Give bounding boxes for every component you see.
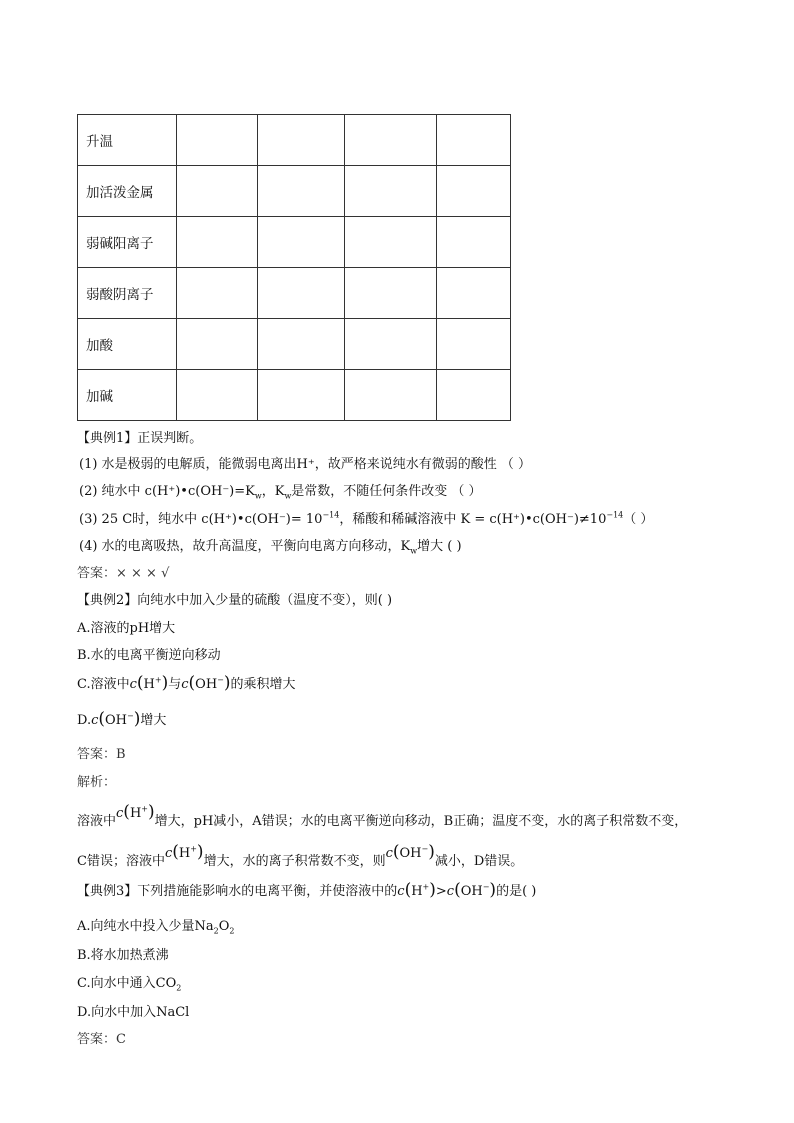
example2-option-a: A.溶液的pH增大 [77, 621, 176, 636]
example2-analysis-line2: C错误；溶液中c(H+)增大，水的离子积常数不变，则c(OH−)减小，D错误。 [77, 842, 524, 869]
row-label: 加酸 [78, 319, 177, 370]
table-row [78, 166, 511, 217]
example2-title: 【典例2】向纯水中加入少量的硫酸（温度不变），则( ) [77, 593, 393, 608]
table-row [78, 268, 511, 319]
row-label: 升温 [78, 115, 177, 166]
example2-option-b: B.水的电离平衡逆向移动 [77, 648, 221, 663]
ionization-table [77, 114, 511, 421]
example2-analysis-label: 解析： [77, 775, 117, 790]
example3-option-c: C.向水中通入$CO_2$ [77, 976, 182, 993]
table-row [78, 319, 511, 370]
example2-analysis-line1: 溶液中c(H+)增大，pH减小，A错误；水的电离平衡逆向移动，B正确；温度不变，水的离子积常数不变， [77, 802, 688, 829]
example3-option-b: B.将水加热煮沸 [77, 948, 169, 963]
example3-answer: 答案：C [77, 1032, 126, 1047]
example3-option-a: A.向纯水中投入少量$Na_2O_2$ [77, 919, 235, 936]
example1-q3: (3) 25 C时，纯水中 c(H⁺)•c(OH⁻)= $10^{-14}$，稀酸和稀碱溶液中 $K = c(H^+)•c(OH^-)\ne 10^{-14}$（ ） [79, 510, 654, 527]
example1-title: 【典例1】正误判断。 [77, 431, 203, 446]
example1-q1: (1) 水是极弱的电解质，能微弱电离出H⁺，故严格来说纯水有微弱的酸性 （ ） [79, 457, 532, 472]
row-label: 弱酸阴离子 [78, 268, 177, 319]
row-label: 加活泼金属 [78, 166, 177, 217]
example2-option-d: D.c(OH−)增大 [77, 709, 167, 729]
table-row [78, 217, 511, 268]
example1-q2: (2) 纯水中 $c(H^+)•c(OH^-)=K_w$，$K_w$是常数，不随任何条件改变 （ ） [79, 484, 482, 501]
example1-q4: (4) 水的电离吸热，故升高温度，平衡向电离方向移动，$K_w$增大 ( ) [79, 539, 462, 556]
example3-option-d: D.向水中加入NaCl [77, 1005, 190, 1020]
example1-answer: 答案：× × × √ [77, 566, 170, 581]
table-row [78, 115, 511, 166]
example3-title: 【典例3】下列措施能影响水的电离平衡，并使溶液中的c(H+)>c(OH−)的是( ) [77, 880, 537, 900]
example2-answer: 答案：B [77, 747, 126, 762]
row-label: 弱碱阳离子 [78, 217, 177, 268]
example2-option-c: C.溶液中c(H+)与c(OH−)的乘积增大 [77, 673, 296, 693]
row-label: 加碱 [78, 370, 177, 421]
table-row [78, 370, 511, 421]
